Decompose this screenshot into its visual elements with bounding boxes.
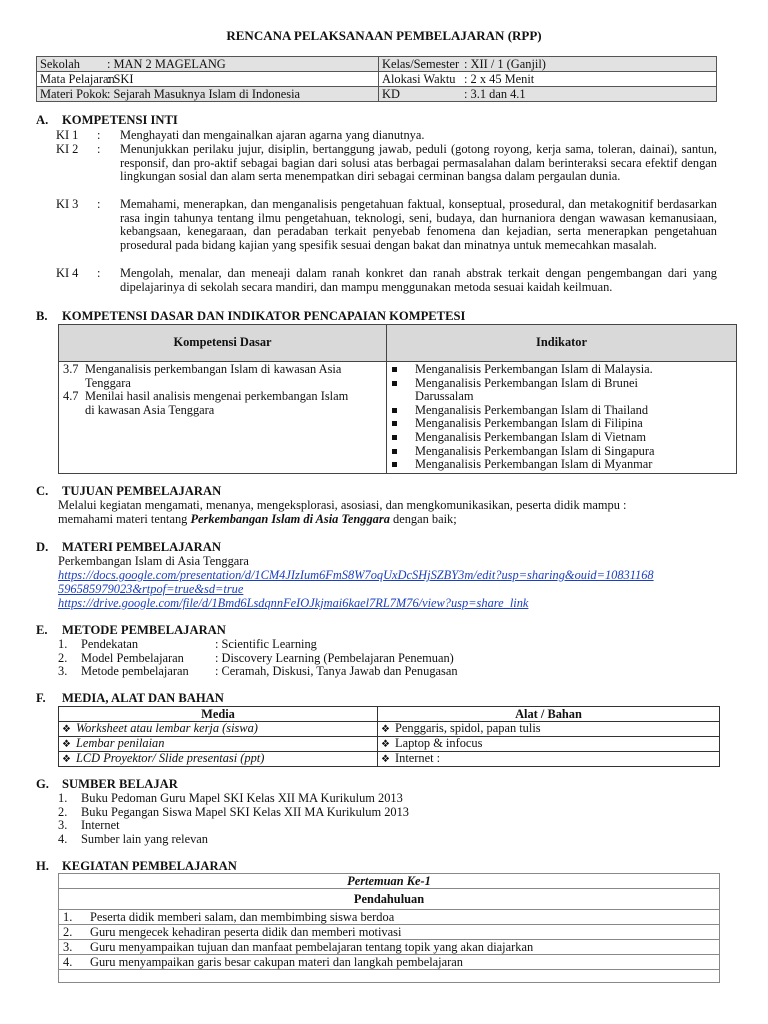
alat-cell bbox=[378, 752, 720, 767]
tujuan-text: memahami materi tentang bbox=[58, 512, 191, 526]
metode-value: : Discovery Learning (Pembelajaran Penemuan) bbox=[215, 650, 454, 665]
materi-link-presentation-cont[interactable]: 596585979023&rtpof=true&sd=true bbox=[58, 582, 244, 596]
list-number: 2. bbox=[58, 650, 68, 665]
media-text: LCD Proyektor/ Slide presentasi (ppt) bbox=[76, 751, 265, 765]
indicator-item bbox=[391, 417, 732, 431]
identity-value: : 3.1 dan 4.1 bbox=[464, 87, 526, 101]
alat-cell bbox=[378, 722, 720, 737]
identity-value: : MAN 2 MAGELANG bbox=[107, 57, 226, 71]
square-bullet-icon bbox=[392, 435, 397, 440]
section-letter: A. bbox=[36, 113, 49, 127]
tujuan-text: dengan baik; bbox=[389, 512, 457, 526]
identity-value: : 2 x 45 Menit bbox=[464, 72, 535, 86]
kegiatan-text: Guru mengecek kehadiran peserta didik dan memberi motivasi bbox=[90, 925, 402, 939]
square-bullet-icon bbox=[392, 408, 397, 413]
ki-colon: : bbox=[97, 128, 101, 142]
materi-title: Perkembangan Islam di Asia Tenggara bbox=[58, 554, 249, 568]
identity-left-cell bbox=[37, 57, 379, 72]
diamond-bullet-icon: ❖ bbox=[62, 724, 71, 735]
indicator-item bbox=[391, 445, 732, 459]
indicator-text: Menganalisis Perkembangan Islam di Vietnam bbox=[415, 429, 646, 444]
identity-row bbox=[37, 57, 717, 72]
alat-text: Penggaris, spidol, papan tulis bbox=[395, 721, 541, 735]
tujuan-line bbox=[58, 513, 457, 527]
list-number: 2. bbox=[63, 925, 73, 939]
diamond-bullet-icon: ❖ bbox=[381, 724, 390, 735]
list-number: 1. bbox=[58, 791, 68, 805]
indicator-item bbox=[391, 431, 732, 445]
identity-left-cell bbox=[37, 72, 379, 87]
diamond-bullet-icon: ❖ bbox=[381, 739, 390, 750]
identity-right-cell bbox=[379, 72, 717, 87]
sumber-item bbox=[58, 806, 698, 820]
section-heading: KOMPETENSI DASAR DAN INDIKATOR PENCAPAIAN KOMPETESI bbox=[62, 309, 466, 323]
identity-table bbox=[36, 56, 717, 102]
media-header-row bbox=[59, 707, 720, 722]
list-number: 2. bbox=[58, 804, 68, 819]
metode-label: Metode pembelajaran bbox=[81, 664, 189, 679]
sumber-list bbox=[58, 792, 698, 846]
list-number: 1. bbox=[63, 910, 73, 924]
indicator-text: Menganalisis Perkembangan Islam di Myanmar bbox=[415, 457, 653, 472]
section-heading: MEDIA, ALAT DAN BAHAN bbox=[62, 691, 224, 705]
media-cell bbox=[59, 752, 378, 767]
indicator-text: Menganalisis Perkembangan Islam di Brunei Darussalam bbox=[415, 375, 638, 404]
pendahuluan-row bbox=[59, 889, 720, 910]
media-row bbox=[59, 752, 720, 767]
identity-label: Mata Pelajaran bbox=[40, 72, 115, 86]
sumber-text: Buku Pedoman Guru Mapel SKI Kelas XII MA Kurikulum 2013 bbox=[81, 791, 403, 805]
sumber-text: Buku Pegangan Siswa Mapel SKI Kelas XII MA Kurikulum 2013 bbox=[81, 804, 409, 819]
ki-text: Menghayati dan mengainalkan ajaran agarna yang dianutnya. bbox=[120, 128, 425, 142]
alat-cell bbox=[378, 737, 720, 752]
metode-list bbox=[58, 638, 698, 679]
kegiatan-text: Peserta didik memberi salam, dan membimbing siswa berdoa bbox=[90, 910, 395, 924]
sumber-text: Sumber lain yang relevan bbox=[81, 831, 208, 846]
identity-value: : SKI bbox=[107, 72, 134, 86]
metode-value: : Ceramah, Diskusi, Tanya Jawab dan Penugasan bbox=[215, 664, 458, 679]
kd-text: Menganalisis perkembangan Islam di kawasan Asia bbox=[85, 362, 342, 376]
list-number: 3. bbox=[63, 940, 73, 954]
square-bullet-icon bbox=[392, 462, 397, 467]
indicator-text: Menganalisis Perkembangan Islam di Singapura bbox=[415, 443, 655, 458]
materi-link-presentation[interactable]: https://docs.google.com/presentation/d/1CM4JIzIum6FmS8W7oqUxDcSHjSZBY3m/edit?usp=sharing&ouid=10831168 bbox=[58, 568, 654, 582]
ki-code: KI 3 bbox=[56, 197, 79, 211]
indicator-item bbox=[391, 363, 732, 377]
document-title: RENCANA PELAKSANAAN PEMBELAJARAN (RPP) bbox=[226, 28, 542, 43]
kd-item bbox=[63, 390, 382, 404]
indicator-text: Menganalisis Perkembangan Islam di Thailand bbox=[415, 402, 649, 417]
kd-continuation: di kawasan Asia Tenggara bbox=[85, 402, 215, 417]
pertemuan-row bbox=[59, 874, 720, 889]
media-cell bbox=[59, 722, 378, 737]
kegiatan-cell bbox=[59, 910, 720, 925]
ki-code: KI 4 bbox=[56, 266, 79, 280]
kegiatan-row bbox=[59, 940, 720, 955]
identity-row bbox=[37, 87, 717, 102]
kd-body-row bbox=[59, 362, 737, 474]
section-letter: H. bbox=[36, 859, 49, 873]
media-row bbox=[59, 722, 720, 737]
media-text: Lembar penilaian bbox=[76, 736, 165, 750]
metode-value: : Scientific Learning bbox=[215, 637, 317, 651]
kegiatan-row bbox=[59, 955, 720, 970]
kegiatan-empty-cell bbox=[59, 970, 720, 983]
kegiatan-row bbox=[59, 910, 720, 925]
kegiatan-cell bbox=[59, 955, 720, 970]
ki-colon: : bbox=[97, 266, 101, 280]
metode-item bbox=[58, 652, 698, 666]
section-heading: METODE PEMBELAJARAN bbox=[62, 623, 226, 637]
indicator-column-header: Indikator bbox=[387, 325, 737, 362]
square-bullet-icon bbox=[392, 449, 397, 454]
identity-label: Alokasi Waktu bbox=[382, 72, 456, 86]
identity-value: : XII / 1 (Ganjil) bbox=[464, 57, 546, 71]
kegiatan-text: Guru menyampaikan garis besar cakupan materi dan langkah pembelajaran bbox=[90, 955, 463, 969]
ki-text: Mengolah, menalar, dan meneaji dalam ranah konkret dan ranah abstrak terkait dengan pengembangan dari yang dipelajarinya di sekolah secara mandiri, dan mampu menggunakan metoda sesuai kaidah keilmuan. bbox=[120, 266, 717, 294]
ki-code: KI 1 bbox=[56, 128, 79, 142]
section-heading: KEGIATAN PEMBELAJARAN bbox=[62, 859, 237, 873]
media-row bbox=[59, 737, 720, 752]
section-heading: KOMPETENSI INTI bbox=[62, 113, 178, 127]
list-number: 4. bbox=[63, 955, 73, 969]
indicator-item bbox=[391, 377, 732, 404]
pertemuan-label: Pertemuan Ke-1 bbox=[59, 874, 720, 889]
indicator-list bbox=[391, 363, 732, 472]
sumber-item bbox=[58, 819, 698, 833]
section-letter: D. bbox=[36, 540, 49, 554]
alat-column-header: Alat / Bahan bbox=[378, 707, 720, 722]
ki-colon: : bbox=[97, 142, 101, 156]
square-bullet-icon bbox=[392, 421, 397, 426]
section-letter: G. bbox=[36, 777, 49, 791]
indicator-item bbox=[391, 404, 732, 418]
metode-item bbox=[58, 665, 698, 679]
section-heading: MATERI PEMBELAJARAN bbox=[62, 540, 221, 554]
kd-number: 4.7 bbox=[63, 389, 79, 404]
ki-text: Memahami, menerapkan, dan menganalisis pengetahuan faktual, konseptual, prosedural, dan metakognitif berdasarkan rasa ingin tahunya tentang ilmu pengetahuan, teknologi, seni, budaya, dan hurnaniora dengan wawasan kemanusiaan, kebangsaan, kenegaraan, dan peradaban terkait penyebab fenomena dan kejadian, serta menerapkan pengetahuan prosedural pada bidang kajian yang spesifik sesuai dengan bakat dan minatnya untuk memecahkan masalah. bbox=[120, 197, 717, 252]
identity-label: KD bbox=[382, 87, 400, 101]
metode-item bbox=[58, 638, 698, 652]
section-letter: B. bbox=[36, 309, 48, 323]
kegiatan-empty-row bbox=[59, 970, 720, 983]
media-table bbox=[58, 706, 720, 767]
section-letter: F. bbox=[36, 691, 46, 705]
kegiatan-text: Guru menyampaikan tujuan dan manfaat pembelajaran tentang topik yang akan diajarkan bbox=[90, 940, 534, 954]
identity-row bbox=[37, 72, 717, 87]
materi-link-drive[interactable]: https://drive.google.com/file/d/1Bmd6LsdqnnFeIOJkjmai6kael7RL7M76/view?usp=share_link bbox=[58, 596, 529, 610]
identity-right-cell bbox=[379, 57, 717, 72]
kegiatan-cell bbox=[59, 940, 720, 955]
indicator-text: Menganalisis Perkembangan Islam di Malaysia. bbox=[415, 362, 653, 376]
kd-item bbox=[63, 363, 382, 377]
section-letter: C. bbox=[36, 484, 49, 498]
identity-value: : Sejarah Masuknya Islam di Indonesia bbox=[107, 87, 301, 101]
kd-cell bbox=[59, 362, 387, 474]
kegiatan-row bbox=[59, 925, 720, 940]
identity-right-cell bbox=[379, 87, 717, 102]
square-bullet-icon bbox=[392, 381, 397, 386]
identity-label: Materi Pokok bbox=[40, 87, 108, 101]
diamond-bullet-icon: ❖ bbox=[62, 754, 71, 765]
list-number: 1. bbox=[58, 637, 68, 651]
pendahuluan-label: Pendahuluan bbox=[59, 889, 720, 910]
kd-header-row bbox=[59, 325, 737, 362]
kd-column-header: Kompetensi Dasar bbox=[59, 325, 387, 362]
alat-text: Laptop & infocus bbox=[395, 736, 483, 750]
indicator-item bbox=[391, 458, 732, 472]
media-text: Worksheet atau lembar kerja (siswa) bbox=[76, 721, 258, 735]
indicator-cell bbox=[387, 362, 737, 474]
section-heading: SUMBER BELAJAR bbox=[62, 777, 178, 791]
ki-colon: : bbox=[97, 197, 101, 211]
kegiatan-table bbox=[58, 873, 720, 983]
sumber-text: Internet bbox=[81, 818, 120, 833]
identity-left-cell bbox=[37, 87, 379, 102]
metode-label: Model Pembelajaran bbox=[81, 650, 184, 665]
list-number: 3. bbox=[58, 818, 68, 833]
section-heading: TUJUAN PEMBELAJARAN bbox=[62, 484, 222, 498]
sumber-item bbox=[58, 833, 698, 847]
sumber-item bbox=[58, 792, 698, 806]
diamond-bullet-icon: ❖ bbox=[62, 739, 71, 750]
indicator-text: Menganalisis Perkembangan Islam di Filipina bbox=[415, 416, 643, 431]
kd-text: Menilai hasil analisis mengenai perkembangan Islam bbox=[85, 389, 349, 404]
kd-indicator-table bbox=[58, 324, 737, 474]
list-number: 4. bbox=[58, 831, 68, 846]
diamond-bullet-icon: ❖ bbox=[381, 754, 390, 765]
section-letter: E. bbox=[36, 623, 48, 637]
ki-text: Menunjukkan perilaku jujur, disiplin, bertanggung jawab, peduli (gotong royong, kerja sama, toleran, dainai), santun, responsif, dan pro-aktif sebagai bagian dari solusi atas berbagai permasalahan dalam berinteraksi secara efektif dengan lingkungan sosial dan alam serta menempatkan diri sebagai cerminan bangsa dalam pergaulan dunia. bbox=[120, 142, 717, 184]
kd-number: 3.7 bbox=[63, 362, 79, 376]
tujuan-emphasis: Perkembangan Islam di Asia Tenggara bbox=[190, 512, 390, 526]
square-bullet-icon bbox=[392, 367, 397, 372]
tujuan-line: Melalui kegiatan mengamati, menanya, mengeksplorasi, asosiasi, dan mengkomunikasikan, peserta didik mampu : bbox=[58, 498, 627, 512]
identity-label: Sekolah bbox=[40, 57, 80, 71]
list-number: 3. bbox=[58, 664, 68, 679]
kegiatan-cell bbox=[59, 925, 720, 940]
ki-code: KI 2 bbox=[56, 142, 79, 156]
media-column-header: Media bbox=[59, 707, 378, 722]
alat-text: Internet : bbox=[395, 751, 441, 765]
kd-continuation: Tenggara bbox=[85, 375, 131, 390]
identity-label: Kelas/Semester bbox=[382, 57, 460, 71]
metode-label: Pendekatan bbox=[81, 637, 139, 651]
media-cell bbox=[59, 737, 378, 752]
